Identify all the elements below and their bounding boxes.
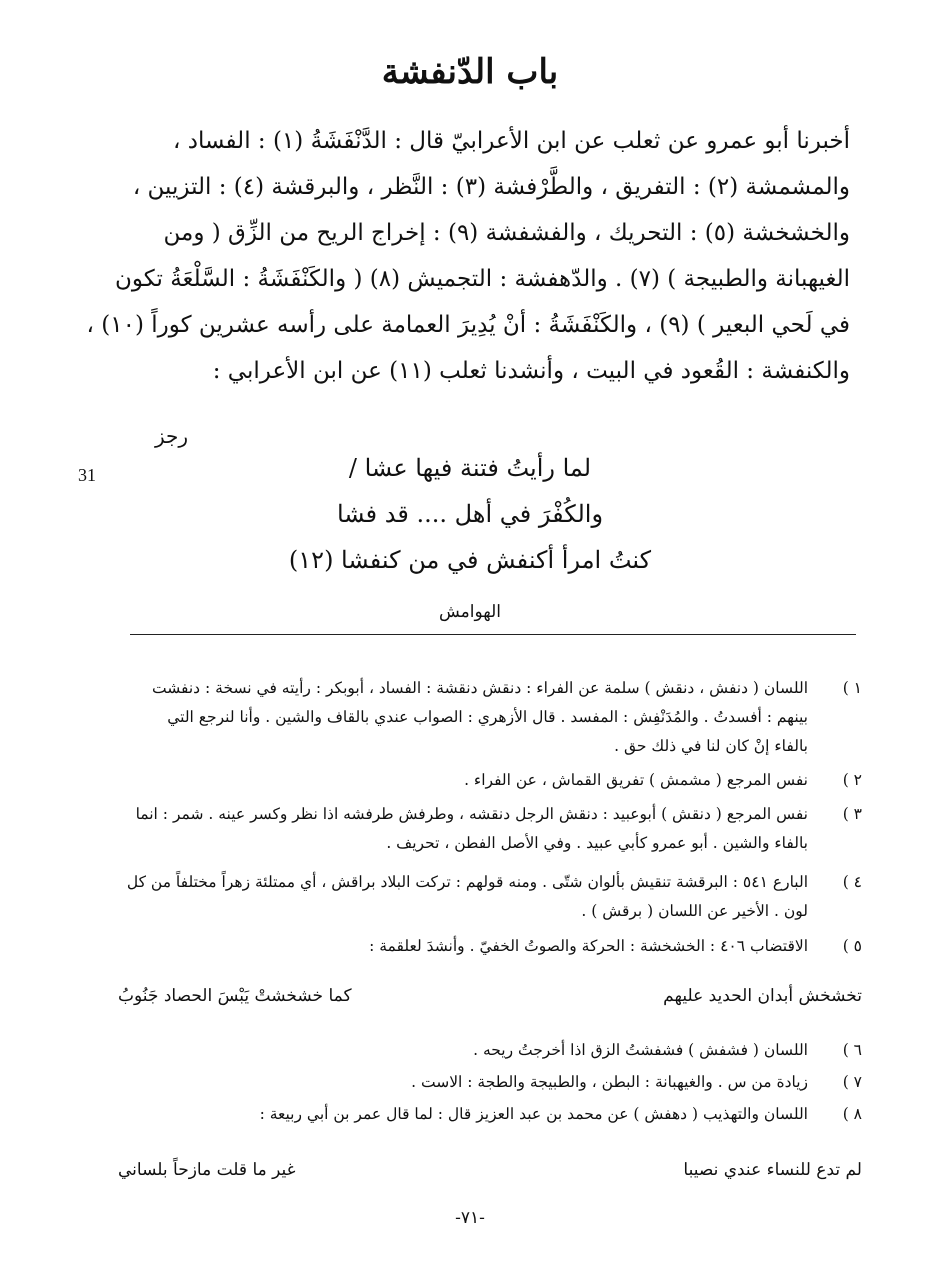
meter-label: رجز [154,424,188,448]
paragraph-line: والمشمشة (٢) : التفريق ، والطَّرْفشة (٣) : النَّظر ، والبرقشة (٤) : التزيين ، [132,174,850,200]
footnote-6 [124,1036,862,1065]
footnote-7 [124,1068,862,1097]
footnote-line: الاقتضاب ٤٠٦ : الخشخشة : الحركة والصوتُ الخفيّ . وأنشدَ لعلقمة : [369,937,808,955]
footnote-text [124,1100,808,1129]
footnote-8 [124,1100,862,1129]
footnote-2 [124,766,862,795]
paragraph-line: أخبرنا أبو عمرو عن ثعلب عن ابن الأعرابيّ قال : الدَّنْفَشَةُ (١) : الفساد ، [173,128,850,154]
footnote-line: لون . الأخير عن اللسان ( برقش ) . [581,902,808,920]
footnote-3 [124,800,862,858]
footnote-line: اللسان ( فشفش ) فشفشتُ الزق اذا أخرجتُ ريحه . [473,1041,808,1059]
footnote-number: ٥ ) [842,937,862,955]
footnote-line: اللسان والتهذيب ( دهفش ) عن محمد بن عبد العزيز قال : لما قال عمر بن أبي ربيعة : [259,1105,808,1123]
paragraph-line: الغيهبانة والطبيجة ) (٧) . والدّهفشة : التجميش (٨) ( والكَنْفَشَةُ : السَّلْعَةُ تكون [115,266,850,292]
footnote-line: اللسان ( دنفش ، دنقش ) سلمة عن الفراء : دنقش دنقشة : الفساد ، أبوبكر : رأيته في نسخة : دنفشت [151,679,808,697]
verse-line: والكُفْرَ في أهل .... قد فشا [336,500,604,528]
footnote-1 [124,674,862,761]
poem-hemistich: غير ما قلت مازحاً بلساني [118,1160,296,1180]
footnote-text [124,1036,808,1065]
footnote-line: نفس المرجع ( دنقش ) أبوعبيد : دنقش الرجل دنقشه ، وطرفش طرفشه اذا نظر وكسر عينه . شمر : انما [135,805,808,823]
poem-hemistich: كما خشخشتْ يَبْسَ الحصاد جَنُوبُ [118,986,352,1006]
margin-number: 31 [78,465,96,485]
footnote-line: بالفاء والشين . أبو عمرو كأبي عبيد . وفي الأصل الفطن ، تحريف . [386,834,808,852]
paragraph-line: في لَحي البعير ) (٩) ، والكَنْفَشَةُ : أنْ يُدِيرَ العمامة على رأسه عشرين كوراً (١٠) ، [86,312,850,338]
poem-hemistich: لم تدع للنساء عندي نصيبا [683,1160,862,1180]
footnote-text [124,1068,808,1097]
footnote-number: ٢ ) [842,771,862,789]
page-number: -٧١- [455,1208,485,1228]
paragraph-line: والخشخشة (٥) : التحريك ، والفشفشة (٩) : إخراج الريح من الزِّق ( ومن [163,220,850,246]
footnote-number: ٣ ) [842,805,862,823]
footnote-line: زيادة من س . والغيهبانة : البطن ، والطبيجة والطجة : الاست . [411,1073,808,1091]
footnote-text [124,674,808,761]
footnote-number: ٧ ) [842,1073,862,1091]
footnote-number: ١ ) [842,679,862,697]
poem-hemistich: تخشخش أبدان الحديد عليهم [663,986,862,1006]
footnotes-heading: الهوامش [438,602,502,622]
footnote-5 [124,932,862,961]
footnote-line: بينهم : أفسدتُ . والمُدَنْفِش : المفسد . قال الأزهري : الصواب عندي بالقاف والشين . وأنا لنرجع التي [167,708,808,726]
verse-line: لما رأيتُ فتنة فيها عشا / [348,454,592,482]
footnote-line: نفس المرجع ( مشمش ) تفريق القماش ، عن الفراء . [464,771,808,789]
main-paragraph [86,118,850,394]
verse-line: كنتُ امرأ أكنفش في من كنفشا (١٢) [288,546,652,574]
footnote-line: البارع ٥٤١ : البرقشة تنقيش بألوان شتّى . ومنه قولهم : تركت البلاد براقش ، أي ممتلئة زهراً مختلفاً من كل [126,873,808,891]
footnote-number: ٨ ) [842,1105,862,1123]
footnotes-divider [130,634,856,635]
footnote-text [124,932,808,961]
paragraph-line: والكنفشة : القُعود في البيت ، وأنشدنا ثعلب (١١) عن ابن الأعرابي : [212,358,850,384]
chapter-title: باب الدّنفشة [381,52,559,92]
footnote-4 [124,868,862,926]
footnote-number: ٤ ) [842,873,862,891]
footnote-text [124,800,808,858]
footnote-line: بالفاء إنْ كان لنا في ذلك حق . [614,737,808,755]
footnote-text [124,766,808,795]
footnote-number: ٦ ) [842,1041,862,1059]
footnote-text [124,868,808,926]
